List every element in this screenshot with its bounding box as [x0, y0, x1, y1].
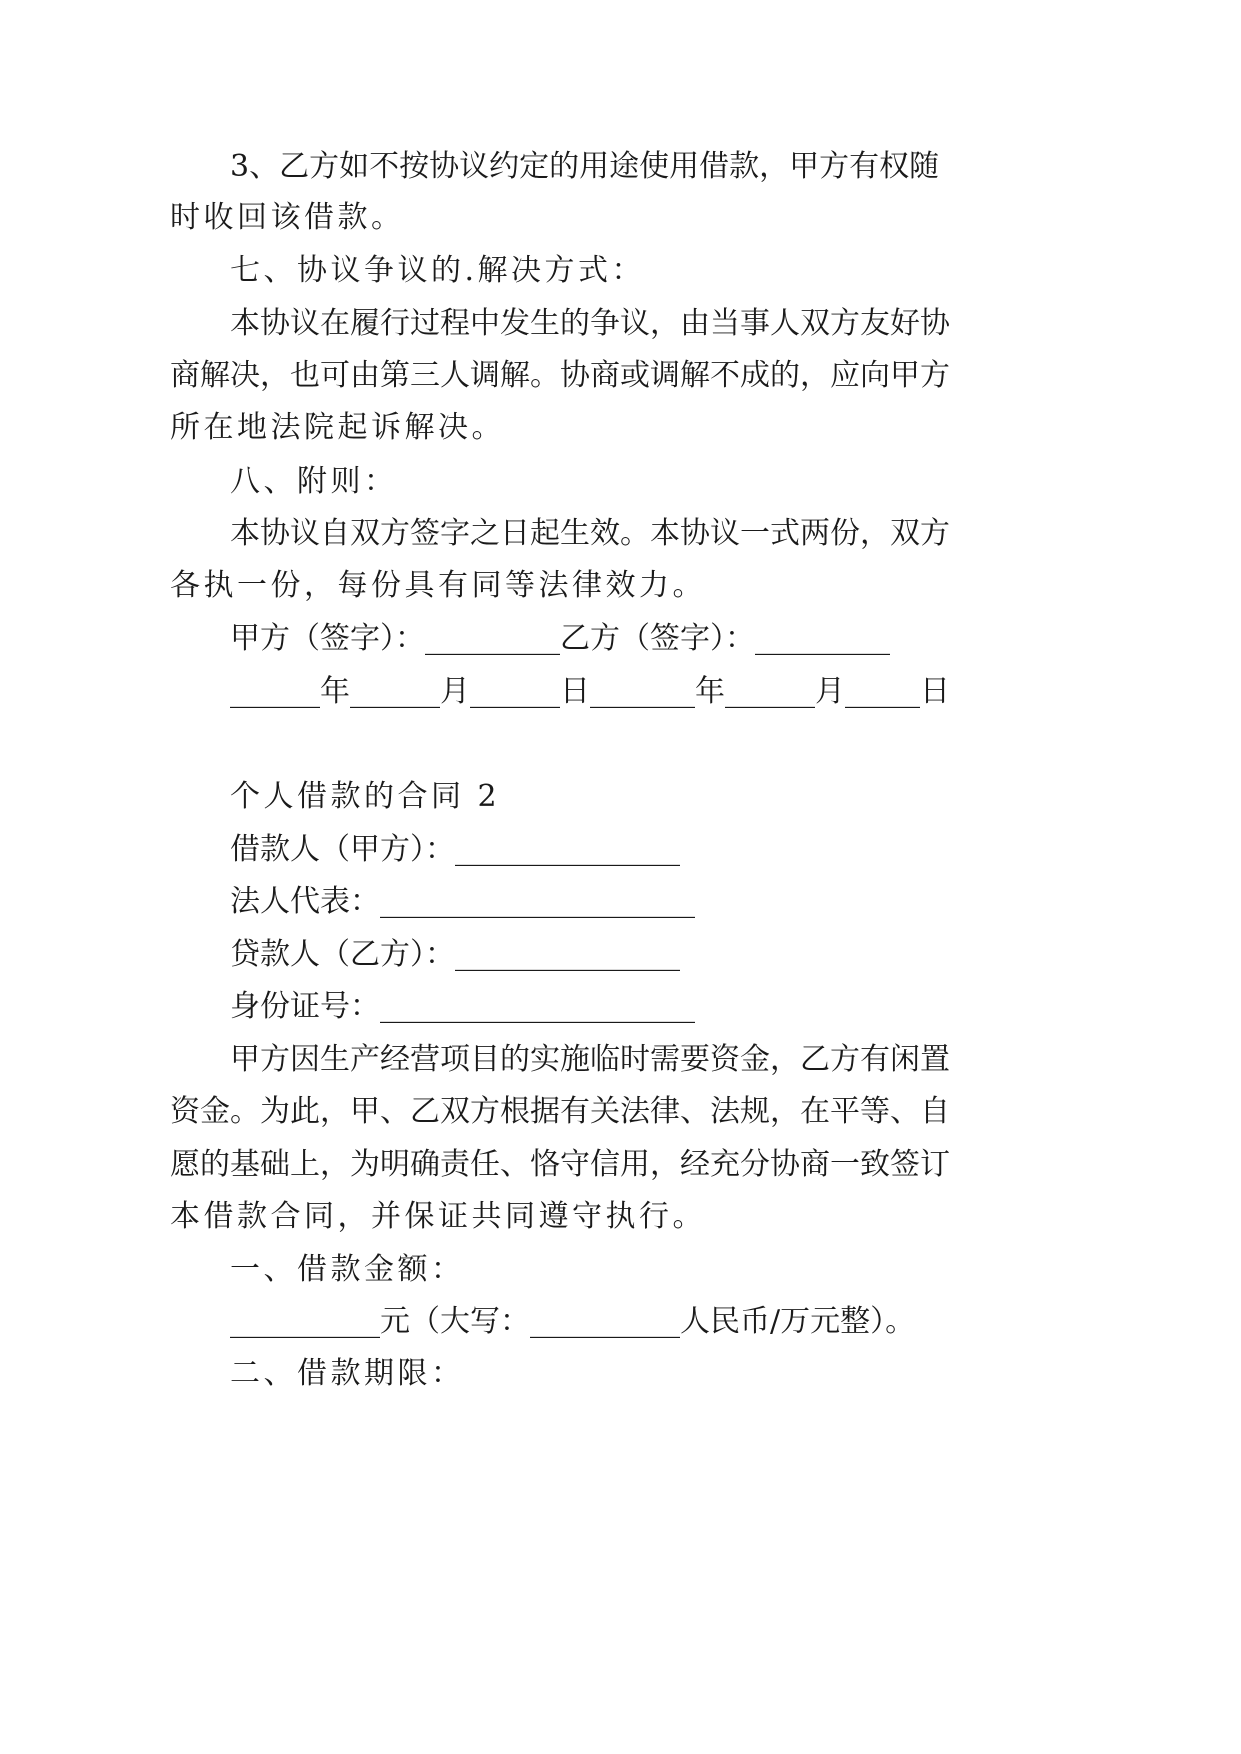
- paragraph-line: 各执一份，每份具有同等法律效力。: [170, 568, 706, 603]
- paragraph-line: 商解决，也可由第三人调解。协商或调解不成的，应向甲方: [170, 358, 950, 393]
- contract-title: 个人借款的合同 2: [230, 779, 501, 814]
- lender-field: 贷款人（乙方）：_______________: [230, 937, 680, 972]
- section-heading: 七、协议争议的.解决方式：: [230, 253, 646, 288]
- date-line: ______年______月______日_______年______月_____日: [230, 674, 950, 709]
- section-heading: 一、借款金额：: [230, 1252, 465, 1287]
- legal-representative-field: 法人代表：_____________________: [230, 884, 695, 919]
- section-heading: 八、附则：: [230, 464, 398, 499]
- loan-amount-line: __________元（大写：__________人民币/万元整）。: [230, 1304, 916, 1339]
- borrower-field: 借款人（甲方）：_______________: [230, 832, 680, 867]
- paragraph-line: 时收回该借款。: [170, 200, 405, 235]
- paragraph-line: 本协议在履行过程中发生的争议，由当事人双方友好协: [230, 306, 950, 341]
- paragraph-line: 所在地法院起诉解决。: [170, 410, 505, 445]
- paragraph-line: 甲方因生产经营项目的实施临时需要资金，乙方有闲置: [230, 1042, 950, 1077]
- paragraph-line: 本借款合同，并保证共同遵守执行。: [170, 1199, 706, 1234]
- paragraph-line: 资金。为此，甲、乙双方根据有关法律、法规，在平等、自: [170, 1094, 950, 1129]
- id-number-field: 身份证号：_____________________: [230, 989, 695, 1024]
- paragraph-line: 本协议自双方签字之日起生效。本协议一式两份，双方: [230, 516, 950, 551]
- section-heading: 二、借款期限：: [230, 1356, 465, 1391]
- paragraph-line: 愿的基础上，为明确责任、恪守信用，经充分协商一致签订: [170, 1147, 950, 1182]
- signature-line: 甲方（签字）：_________乙方（签字）：_________: [230, 621, 890, 656]
- paragraph-line: 3、乙方如不按协议约定的用途使用借款，甲方有权随: [230, 149, 940, 184]
